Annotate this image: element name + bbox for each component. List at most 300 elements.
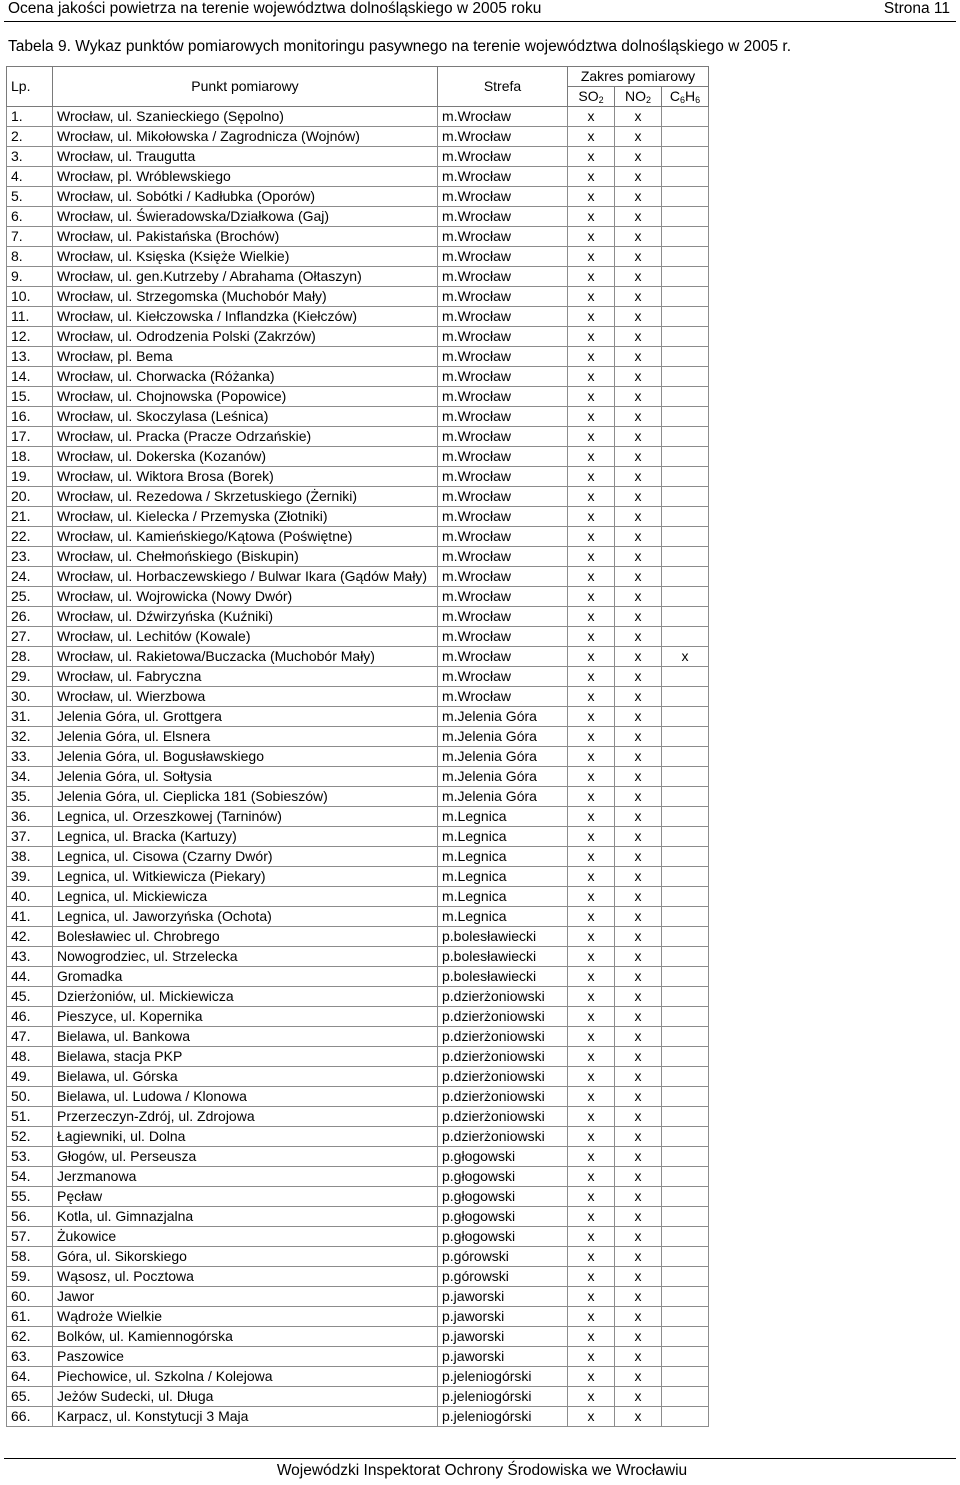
- table-row: [7, 187, 709, 207]
- cell-no2: x: [615, 347, 662, 367]
- cell-so2: x: [568, 1287, 615, 1307]
- cell-so2: x: [568, 947, 615, 967]
- cell-point: Jelenia Góra, ul. Sołtysia: [53, 767, 438, 787]
- table-row: [7, 1307, 709, 1327]
- cell-zone: m.Wrocław: [438, 627, 568, 647]
- table-row: [7, 287, 709, 307]
- cell-c6h6: [662, 627, 709, 647]
- col-header-no2: [615, 87, 662, 107]
- cell-point: Jelenia Góra, ul. Elsnera: [53, 727, 438, 747]
- cell-c6h6: [662, 827, 709, 847]
- cell-lp: 17.: [7, 427, 53, 447]
- cell-so2: x: [568, 1307, 615, 1327]
- cell-zone: m.Wrocław: [438, 167, 568, 187]
- cell-zone: p.dzierżoniowski: [438, 987, 568, 1007]
- cell-c6h6: [662, 127, 709, 147]
- cell-zone: p.górowski: [438, 1267, 568, 1287]
- table-row: [7, 847, 709, 867]
- cell-zone: p.dzierżoniowski: [438, 1027, 568, 1047]
- cell-lp: 7.: [7, 227, 53, 247]
- cell-point: Żukowice: [53, 1227, 438, 1247]
- cell-point: Wrocław, ul. gen.Kutrzeby / Abrahama (Ołtaszyn): [53, 267, 438, 287]
- cell-c6h6: [662, 1287, 709, 1307]
- cell-no2: x: [615, 247, 662, 267]
- cell-c6h6: [662, 1207, 709, 1227]
- cell-c6h6: [662, 1027, 709, 1047]
- cell-so2: x: [568, 687, 615, 707]
- table-row: [7, 1007, 709, 1027]
- cell-no2: x: [615, 1127, 662, 1147]
- table-row: [7, 987, 709, 1007]
- cell-so2: x: [568, 447, 615, 467]
- cell-zone: p.jaworski: [438, 1347, 568, 1367]
- cell-lp: 11.: [7, 307, 53, 327]
- cell-point: Jerzmanowa: [53, 1167, 438, 1187]
- cell-c6h6: [662, 1067, 709, 1087]
- cell-no2: x: [615, 747, 662, 767]
- table-row: [7, 807, 709, 827]
- cell-no2: x: [615, 127, 662, 147]
- cell-point: Karpacz, ul. Konstytucji 3 Maja: [53, 1407, 438, 1427]
- cell-zone: m.Wrocław: [438, 687, 568, 707]
- cell-c6h6: [662, 407, 709, 427]
- cell-so2: x: [568, 1087, 615, 1107]
- cell-zone: m.Wrocław: [438, 287, 568, 307]
- cell-lp: 50.: [7, 1087, 53, 1107]
- so2-label: SO: [578, 88, 599, 104]
- table-row: [7, 227, 709, 247]
- cell-point: Wrocław, ul. Kielecka / Przemyska (Złotniki): [53, 507, 438, 527]
- cell-c6h6: [662, 767, 709, 787]
- c6h6-subscript-1: 6: [679, 95, 685, 105]
- cell-so2: x: [568, 207, 615, 227]
- cell-no2: x: [615, 387, 662, 407]
- cell-point: Wrocław, ul. Dźwirzyńska (Kuźniki): [53, 607, 438, 627]
- cell-c6h6: [662, 1247, 709, 1267]
- cell-no2: x: [615, 647, 662, 667]
- cell-zone: m.Wrocław: [438, 647, 568, 667]
- cell-point: Wrocław, ul. Świeradowska/Działkowa (Gaj): [53, 207, 438, 227]
- cell-c6h6: [662, 727, 709, 747]
- cell-no2: x: [615, 467, 662, 487]
- cell-no2: x: [615, 407, 662, 427]
- cell-no2: x: [615, 807, 662, 827]
- cell-lp: 41.: [7, 907, 53, 927]
- cell-point: Wrocław, ul. Kamieńskiego/Kątowa (Poświętne): [53, 527, 438, 547]
- table-row: [7, 1387, 709, 1407]
- cell-c6h6: [662, 887, 709, 907]
- cell-zone: m.Jelenia Góra: [438, 767, 568, 787]
- cell-lp: 61.: [7, 1307, 53, 1327]
- cell-lp: 53.: [7, 1147, 53, 1167]
- cell-zone: m.Wrocław: [438, 587, 568, 607]
- cell-no2: x: [615, 287, 662, 307]
- cell-so2: x: [568, 667, 615, 687]
- cell-lp: 32.: [7, 727, 53, 747]
- cell-no2: x: [615, 1087, 662, 1107]
- cell-zone: m.Legnica: [438, 827, 568, 847]
- cell-lp: 2.: [7, 127, 53, 147]
- table-row: [7, 947, 709, 967]
- cell-zone: m.Wrocław: [438, 387, 568, 407]
- cell-c6h6: [662, 807, 709, 827]
- cell-point: Legnica, ul. Orzeszkowej (Tarninów): [53, 807, 438, 827]
- cell-so2: x: [568, 1067, 615, 1087]
- cell-lp: 58.: [7, 1247, 53, 1267]
- cell-point: Wrocław, ul. Fabryczna: [53, 667, 438, 687]
- cell-c6h6: [662, 687, 709, 707]
- cell-c6h6: [662, 587, 709, 607]
- c6h6-label-h: H: [685, 88, 696, 104]
- cell-point: Głogów, ul. Perseusza: [53, 1147, 438, 1167]
- cell-zone: m.Wrocław: [438, 427, 568, 447]
- cell-c6h6: [662, 247, 709, 267]
- cell-c6h6: [662, 1307, 709, 1327]
- cell-no2: x: [615, 227, 662, 247]
- cell-lp: 51.: [7, 1107, 53, 1127]
- table-row: [7, 107, 709, 127]
- cell-lp: 36.: [7, 807, 53, 827]
- cell-so2: x: [568, 527, 615, 547]
- cell-no2: x: [615, 567, 662, 587]
- cell-lp: 37.: [7, 827, 53, 847]
- cell-c6h6: [662, 1107, 709, 1127]
- table-row: [7, 147, 709, 167]
- header-divider: [4, 21, 956, 22]
- cell-c6h6: [662, 267, 709, 287]
- page-number: Strona 11: [883, 0, 950, 17]
- cell-so2: x: [568, 967, 615, 987]
- cell-zone: p.głogowski: [438, 1187, 568, 1207]
- cell-no2: x: [615, 487, 662, 507]
- cell-point: Wrocław, ul. Skoczylasa (Leśnica): [53, 407, 438, 427]
- col-header-c6h6: [662, 87, 709, 107]
- cell-point: Bolesławiec ul. Chrobrego: [53, 927, 438, 947]
- cell-no2: x: [615, 1047, 662, 1067]
- cell-c6h6: [662, 1267, 709, 1287]
- cell-c6h6: [662, 367, 709, 387]
- c6h6-subscript-2: 6: [695, 95, 701, 105]
- cell-no2: x: [615, 907, 662, 927]
- table-row: [7, 547, 709, 567]
- cell-so2: x: [568, 1247, 615, 1267]
- col-header-zone: Strefa: [438, 67, 568, 107]
- cell-c6h6: [662, 147, 709, 167]
- cell-point: Wądroże Wielkie: [53, 1307, 438, 1327]
- cell-no2: x: [615, 667, 662, 687]
- col-header-point: Punkt pomiarowy: [53, 67, 438, 107]
- col-header-lp: Lp.: [7, 67, 53, 107]
- cell-point: Wrocław, ul. Chojnowska (Popowice): [53, 387, 438, 407]
- cell-no2: x: [615, 1347, 662, 1367]
- cell-no2: x: [615, 707, 662, 727]
- cell-no2: x: [615, 1267, 662, 1287]
- cell-lp: 38.: [7, 847, 53, 867]
- cell-no2: x: [615, 1207, 662, 1227]
- cell-zone: m.Wrocław: [438, 407, 568, 427]
- cell-point: Bielawa, stacja PKP: [53, 1047, 438, 1067]
- cell-so2: x: [568, 767, 615, 787]
- cell-lp: 27.: [7, 627, 53, 647]
- table-row: [7, 747, 709, 767]
- cell-point: Wrocław, ul. Dokerska (Kozanów): [53, 447, 438, 467]
- cell-lp: 1.: [7, 107, 53, 127]
- cell-so2: x: [568, 1167, 615, 1187]
- cell-so2: x: [568, 367, 615, 387]
- cell-no2: x: [615, 167, 662, 187]
- cell-point: Wrocław, ul. Księska (Księże Wielkie): [53, 247, 438, 267]
- table-caption: Tabela 9. Wykaz punktów pomiarowych monitoringu pasywnego na terenie województwa dolnośląskiego w 2005 r.: [8, 38, 792, 55]
- cell-no2: x: [615, 607, 662, 627]
- cell-so2: x: [568, 387, 615, 407]
- table-row: [7, 1267, 709, 1287]
- cell-no2: x: [615, 887, 662, 907]
- cell-zone: p.dzierżoniowski: [438, 1047, 568, 1067]
- table-row: [7, 1367, 709, 1387]
- cell-lp: 52.: [7, 1127, 53, 1147]
- cell-c6h6: [662, 1327, 709, 1347]
- cell-so2: x: [568, 327, 615, 347]
- cell-lp: 28.: [7, 647, 53, 667]
- cell-so2: x: [568, 287, 615, 307]
- cell-so2: x: [568, 627, 615, 647]
- cell-c6h6: [662, 527, 709, 547]
- cell-lp: 59.: [7, 1267, 53, 1287]
- cell-no2: x: [615, 827, 662, 847]
- cell-c6h6: [662, 347, 709, 367]
- table-row: [7, 1187, 709, 1207]
- cell-c6h6: [662, 967, 709, 987]
- cell-zone: m.Wrocław: [438, 147, 568, 167]
- cell-lp: 40.: [7, 887, 53, 907]
- cell-point: Wrocław, ul. Pakistańska (Brochów): [53, 227, 438, 247]
- cell-point: Wrocław, ul. Sobótki / Kadłubka (Oporów): [53, 187, 438, 207]
- cell-no2: x: [615, 427, 662, 447]
- cell-zone: p.jaworski: [438, 1307, 568, 1327]
- cell-zone: m.Wrocław: [438, 467, 568, 487]
- cell-lp: 30.: [7, 687, 53, 707]
- cell-point: Bielawa, ul. Bankowa: [53, 1027, 438, 1047]
- cell-c6h6: [662, 447, 709, 467]
- table-row: [7, 247, 709, 267]
- cell-no2: x: [615, 787, 662, 807]
- cell-point: Wąsosz, ul. Pocztowa: [53, 1267, 438, 1287]
- cell-no2: x: [615, 1247, 662, 1267]
- table-header-row: [7, 67, 709, 87]
- cell-so2: x: [568, 567, 615, 587]
- no2-subscript: 2: [645, 95, 651, 105]
- cell-point: Jelenia Góra, ul. Grottgera: [53, 707, 438, 727]
- cell-zone: m.Wrocław: [438, 227, 568, 247]
- cell-so2: x: [568, 1147, 615, 1167]
- cell-c6h6: [662, 707, 709, 727]
- cell-c6h6: [662, 507, 709, 527]
- cell-lp: 24.: [7, 567, 53, 587]
- cell-c6h6: [662, 1087, 709, 1107]
- col-header-range: Zakres pomiarowy: [568, 67, 709, 87]
- cell-lp: 12.: [7, 327, 53, 347]
- cell-so2: x: [568, 1347, 615, 1367]
- cell-lp: 44.: [7, 967, 53, 987]
- cell-no2: x: [615, 1367, 662, 1387]
- cell-zone: p.głogowski: [438, 1227, 568, 1247]
- table-row: [7, 507, 709, 527]
- cell-so2: x: [568, 647, 615, 667]
- cell-lp: 21.: [7, 507, 53, 527]
- cell-zone: m.Wrocław: [438, 247, 568, 267]
- cell-lp: 4.: [7, 167, 53, 187]
- cell-lp: 57.: [7, 1227, 53, 1247]
- cell-zone: m.Legnica: [438, 847, 568, 867]
- cell-zone: m.Wrocław: [438, 107, 568, 127]
- cell-point: Wrocław, ul. Odrodzenia Polski (Zakrzów): [53, 327, 438, 347]
- table-row: [7, 1147, 709, 1167]
- table-row: [7, 527, 709, 547]
- cell-zone: p.jeleniogórski: [438, 1387, 568, 1407]
- cell-c6h6: [662, 1347, 709, 1367]
- cell-point: Paszowice: [53, 1347, 438, 1367]
- cell-point: Gromadka: [53, 967, 438, 987]
- table-row: [7, 327, 709, 347]
- cell-point: Piechowice, ul. Szkolna / Kolejowa: [53, 1367, 438, 1387]
- cell-zone: m.Legnica: [438, 807, 568, 827]
- table-row: [7, 587, 709, 607]
- table-row: [7, 1347, 709, 1367]
- table-row: [7, 127, 709, 147]
- cell-zone: m.Wrocław: [438, 507, 568, 527]
- table-row: [7, 767, 709, 787]
- cell-no2: x: [615, 367, 662, 387]
- cell-point: Wrocław, pl. Wróblewskiego: [53, 167, 438, 187]
- cell-lp: 33.: [7, 747, 53, 767]
- cell-point: Wrocław, ul. Chorwacka (Różanka): [53, 367, 438, 387]
- cell-so2: x: [568, 1207, 615, 1227]
- cell-so2: x: [568, 167, 615, 187]
- cell-so2: x: [568, 547, 615, 567]
- cell-point: Pieszyce, ul. Kopernika: [53, 1007, 438, 1027]
- cell-no2: x: [615, 867, 662, 887]
- cell-no2: x: [615, 1067, 662, 1087]
- cell-point: Bielawa, ul. Ludowa / Klonowa: [53, 1087, 438, 1107]
- cell-c6h6: [662, 227, 709, 247]
- cell-so2: x: [568, 187, 615, 207]
- cell-no2: x: [615, 327, 662, 347]
- table-row: [7, 567, 709, 587]
- table-row: [7, 267, 709, 287]
- cell-point: Dzierżoniów, ul. Mickiewicza: [53, 987, 438, 1007]
- cell-point: Wrocław, ul. Wojrowicka (Nowy Dwór): [53, 587, 438, 607]
- footer-divider: [4, 1458, 956, 1459]
- cell-zone: p.głogowski: [438, 1147, 568, 1167]
- table-row: [7, 167, 709, 187]
- cell-so2: x: [568, 847, 615, 867]
- cell-no2: x: [615, 107, 662, 127]
- cell-no2: x: [615, 1007, 662, 1027]
- cell-lp: 14.: [7, 367, 53, 387]
- cell-c6h6: [662, 1127, 709, 1147]
- cell-so2: x: [568, 427, 615, 447]
- cell-lp: 62.: [7, 1327, 53, 1347]
- table-row: [7, 867, 709, 887]
- cell-lp: 15.: [7, 387, 53, 407]
- so2-subscript: 2: [598, 95, 604, 105]
- cell-point: Wrocław, ul. Rezedowa / Skrzetuskiego (Żerniki): [53, 487, 438, 507]
- cell-zone: m.Wrocław: [438, 367, 568, 387]
- table-row: [7, 647, 709, 667]
- cell-so2: x: [568, 1127, 615, 1147]
- cell-lp: 60.: [7, 1287, 53, 1307]
- cell-no2: x: [615, 687, 662, 707]
- table-row: [7, 367, 709, 387]
- cell-zone: m.Legnica: [438, 867, 568, 887]
- cell-zone: m.Legnica: [438, 907, 568, 927]
- table-row: [7, 1047, 709, 1067]
- table-row: [7, 467, 709, 487]
- cell-so2: x: [568, 1227, 615, 1247]
- cell-c6h6: [662, 1147, 709, 1167]
- cell-lp: 65.: [7, 1387, 53, 1407]
- cell-zone: m.Jelenia Góra: [438, 727, 568, 747]
- cell-lp: 54.: [7, 1167, 53, 1187]
- table-row: [7, 687, 709, 707]
- cell-lp: 46.: [7, 1007, 53, 1027]
- cell-zone: p.bolesławiecki: [438, 967, 568, 987]
- cell-zone: p.jeleniogórski: [438, 1407, 568, 1427]
- cell-point: Pęcław: [53, 1187, 438, 1207]
- cell-lp: 34.: [7, 767, 53, 787]
- cell-point: Przerzeczyn-Zdrój, ul. Zdrojowa: [53, 1107, 438, 1127]
- cell-lp: 18.: [7, 447, 53, 467]
- cell-zone: m.Jelenia Góra: [438, 787, 568, 807]
- cell-point: Wrocław, ul. Wiktora Brosa (Borek): [53, 467, 438, 487]
- cell-so2: x: [568, 1267, 615, 1287]
- cell-point: Wrocław, ul. Horbaczewskiego / Bulwar Ikara (Gądów Mały): [53, 567, 438, 587]
- cell-lp: 13.: [7, 347, 53, 367]
- cell-lp: 43.: [7, 947, 53, 967]
- cell-lp: 29.: [7, 667, 53, 687]
- footer-text: Wojewódzki Inspektorat Ochrony Środowiska we Wrocławiu: [276, 1462, 688, 1479]
- table-row: [7, 907, 709, 927]
- cell-c6h6: [662, 307, 709, 327]
- cell-point: Legnica, ul. Mickiewicza: [53, 887, 438, 907]
- cell-point: Nowogrodziec, ul. Strzelecka: [53, 947, 438, 967]
- cell-lp: 39.: [7, 867, 53, 887]
- cell-c6h6: [662, 1407, 709, 1427]
- cell-so2: x: [568, 727, 615, 747]
- table-row: [7, 1127, 709, 1147]
- cell-c6h6: [662, 847, 709, 867]
- cell-no2: x: [615, 1027, 662, 1047]
- cell-lp: 45.: [7, 987, 53, 1007]
- table-row: [7, 407, 709, 427]
- table-row: [7, 307, 709, 327]
- cell-point: Wrocław, ul. Szanieckiego (Sępolno): [53, 107, 438, 127]
- cell-c6h6: [662, 187, 709, 207]
- cell-c6h6: [662, 327, 709, 347]
- cell-zone: m.Wrocław: [438, 447, 568, 467]
- cell-zone: m.Wrocław: [438, 267, 568, 287]
- cell-lp: 63.: [7, 1347, 53, 1367]
- cell-c6h6: [662, 867, 709, 887]
- cell-lp: 5.: [7, 187, 53, 207]
- cell-lp: 19.: [7, 467, 53, 487]
- cell-zone: p.głogowski: [438, 1207, 568, 1227]
- cell-c6h6: [662, 427, 709, 447]
- cell-so2: x: [568, 467, 615, 487]
- cell-lp: 8.: [7, 247, 53, 267]
- table-row: [7, 607, 709, 627]
- cell-point: Wrocław, ul. Chełmońskiego (Biskupin): [53, 547, 438, 567]
